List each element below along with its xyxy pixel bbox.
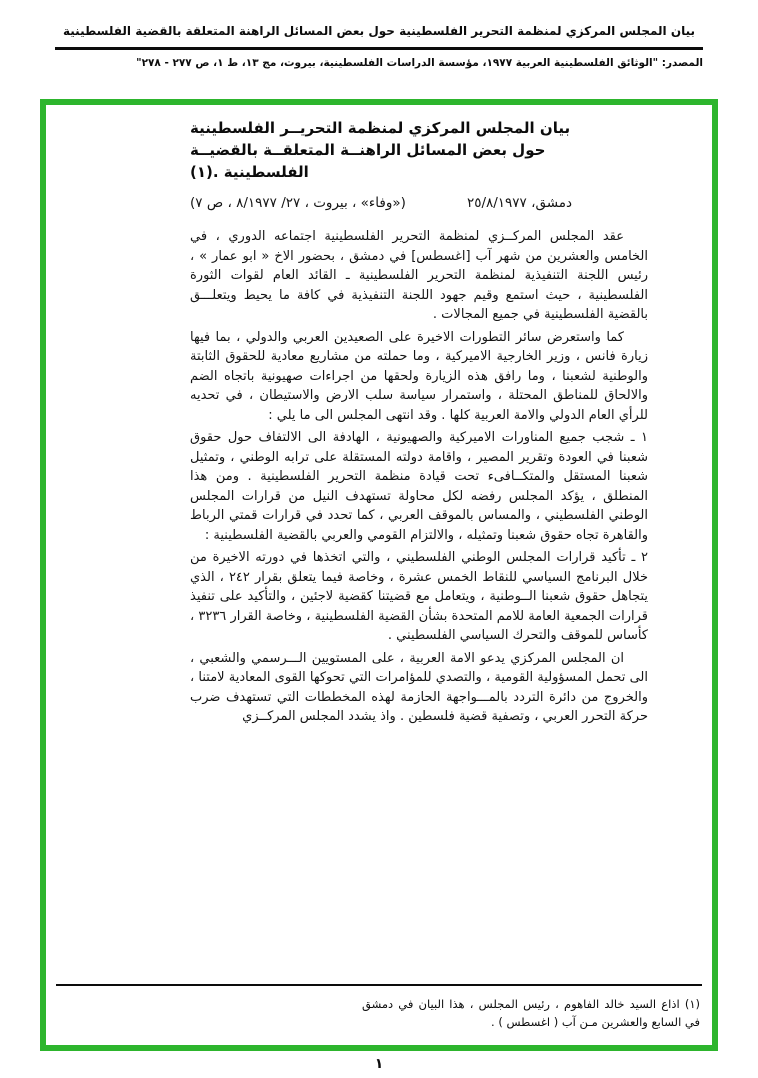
- header-title: بيان المجلس المركزي لمنظمة التحرير الفلسطينية حول بعض المسائل الراهنة المتعلقة بالقضية الفلسطينية: [63, 24, 695, 38]
- text-column: [190, 117, 648, 730]
- page-header: [55, 24, 703, 69]
- document-frame-inner: [46, 105, 712, 1045]
- document-body-text: [190, 227, 648, 727]
- footnote: (١) اذاع السيد خالد الفاهوم ، رئيس المجلس ، هذا البيان في دمشق في السابع والعشرين مـن آب ( اغسطس ) .: [362, 997, 700, 1029]
- body-paragraph-2: كما واستعرض سائر التطورات الاخيرة على الصعيدين العربي والدولي ، بما فيها زيارة فانس ، وزير الخارجية الاميركية ، وما حملته من مشاريع معادية للحقوق الثابتة والوطنية لشعبنا ، وما رافق هذه الزيارة ولحقها من اجراءات صهيونية باتجاه الضم والالحاق للمناطق المحتلة ، واستمرار سياسة سلب الارض والاستيطان ، في تحديه للرأي العام الدولي والامة العربية كلها . وقد انتهى المجلس الى ما يلي :: [190, 329, 648, 423]
- body-paragraph-5: ان المجلس المركزي يدعو الامة العربية ، على المستويين الـــرسمي والشعبي ، الى تحمل المسؤولية القومية ، والتصدي للمؤامرات التي تحوكها القوى المعادية لامتنا ، والخروج من دائرة التردد بالمـــواجهة الحازمة لهذه المخططات التي تستهدف ضرب حركة التحرر العربي ، وتصفية قضية فلسطين . واذ يشدد المجلس المركــزي: [190, 650, 648, 724]
- body-paragraph-4: ٢ ـ تأكيد قرارات المجلس الوطني الفلسطيني ، والتي اتخذها في دورته الاخيرة من خلال البرنامج السياسي للنقاط الخمس عشرة ، وخاصة فيما يتعلق بقرار ٢٤٢ ، الذي يتجاهل حقوق شعبنا الــوطنية ، ويتعامل مع قضيتنا كقضية لاجئين ، والتأكيد على تنفيذ قرارات الجمعية العامة للامم المتحدة بشأن القضية الفلسطينية ، وخاصة القرار ٣٢٣٦ ، كأساس للموقف والتحرك السياسي الفلسطيني .: [190, 550, 648, 643]
- header-divider: [55, 47, 703, 50]
- document-title-line-1: بيان المجلس المركزي لمنظمة التحريــر الفلسطينية: [190, 119, 571, 137]
- footnote-divider: [56, 984, 702, 986]
- document-title-line-2: حول بعض المسائل الراهنــة المتعلقــة بالقضيــة: [190, 141, 546, 159]
- dateline-citation: («وفاء» ، بيروت ، ٢٧/ ٨/١٩٧٧ ، ص ٧): [190, 195, 406, 211]
- document-frame: [40, 99, 718, 1051]
- body-paragraph-3: ١ ـ شجب جميع المناورات الاميركية والصهيونية ، الهادفة الى الالتفاف حول حقوق شعبنا في العودة وتقرير المصير ، واقامة دولته المستقلة على ترابه الوطني ، وتمثيل شعبنا المستقل والمتكــافىء تحت قيادة منظمة التحرير الفلسطينية . ومن هذا المنطلق ، يؤكد المجلس رفضه لكل محاولة تستهدف النيل من قرارات المجلس الوطني الفلسطيني ، والمساس بالموقف العربي ، كما تحدد في قرارات قمتي الرباط والقاهرة تجاه حقوق شعبنا وتمثيله ، والالتزام القومي والعربي بالقضية الفلسطينية :: [190, 430, 648, 543]
- document-title: [190, 117, 648, 183]
- dateline: [190, 193, 572, 213]
- body-paragraph-1: عقد المجلس المركــزي لمنظمة التحرير الفلسطينية اجتماعه الدوري ، في الخامس والعشرين من شهر آب [اغسطس] في دمشق ، بحضور الاخ « ابو عمار » ، رئيس اللجنة التنفيذية لمنظمة التحرير الفلسطينية ـ القائد العام لقوات الثورة الفلسطينية ، حيث استمع وقيم جهود اللجنة التنفيذية في كافة ما يحيط ويتعلـــق بالقضية الفلسطينية في جميع المجالات .: [190, 229, 648, 322]
- document-title-line-3: الفلسطينية .(١): [190, 163, 309, 181]
- source-line: المصدر: "الوثائق الفلسطينية العربية ١٩٧٧، مؤسسة الدراسات الفلسطينية، بيروت، مج ١٣، ط ١، ص ٢٧٧ - ٢٧٨": [136, 57, 703, 69]
- page-number: ١: [374, 1056, 384, 1072]
- dateline-place-date: دمشق، ٢٥/٨/١٩٧٧: [466, 195, 572, 211]
